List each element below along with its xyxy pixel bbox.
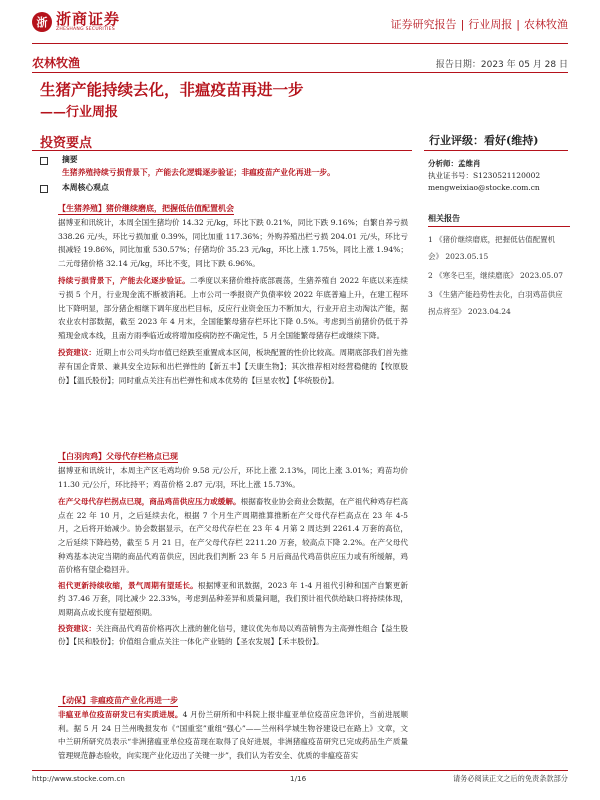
company-name-cn: 浙商证券 [56, 10, 121, 28]
hog-para-2 [58, 274, 408, 342]
invest-divider [32, 150, 412, 151]
bullet-core-view [40, 181, 430, 195]
broiler-para-1: 据博亚和讯统计，本周主产区毛鸡均价 9.58 元/公斤，环比上涨 2.13%，同比上涨 3.01%；鸡苗均价 11.30 元/公斤，环比持平；鸡苗价格 2.87 元/羽，环比上涨 15.73%。 [58, 466, 408, 489]
animal-health-para-1 [58, 708, 408, 762]
hog-para-1: 据博亚和讯统计，本周全国生猪均价 14.32 元/kg，环比下跌 0.21%，同比下跌 9.16%；自繁自养亏损 338.26 元/头，环比亏损加重 0.39%，同比加重 117.36%；外购养殖出栏亏损 204.01 元/头，环比亏损减轻 19.86%，同比加重 530.57%；仔猪均价 35.23 元/kg，环比上涨 1.75%，同比上涨 1.94%；二元母猪价格 32.14 元/kg，环比不变，同比下跌 6.96%。 [58, 218, 408, 268]
sector-label: 农林牧渔 [32, 56, 81, 70]
section-hog [58, 196, 408, 387]
analyst-license: 执业证书号：S1230521120002 [428, 171, 541, 180]
broiler-para-2 [58, 495, 408, 577]
checkbox-square-icon [40, 157, 48, 165]
nav-report: 证券研究报告 [390, 18, 457, 31]
summary-text: 生猪养殖持续亏损背景下，产能去化逻辑逐步验证；非瘟疫苗产业化再进一步。 [62, 168, 335, 177]
broiler-para-2-body: 根据畜牧业协会商业会数据，在产祖代种鸡存栏高点在 22 年 10 月，之后延续去化，根据 7 个月生产周期推算推断在产父母代存栏高点在 23 年 4-5 月，之后将开始减少。协会数据显示，在产父母代存栏在 23 年 4 月第 2 周达到 2261.4 万套的高位，之后延续下降趋势，截至 5 月 21 日，在产父母代存栏 2211.20 万套，较高点下降 2.2%。在产父母代种鸡基本决定当期的商品代鸡苗供应，因此我们判断 23 年 5 月后商品代鸡苗供应压力或有所缓解，鸡苗价格有望企稳回升。 [58, 497, 409, 575]
animal-health-para-1-lead: 非瘟亚单位疫苗研发已有实质进展。 [58, 710, 183, 719]
related-report-3[interactable]: 3 《生猪产能趋势性去化，白羽鸡苗供应拐点将至》 2023.04.24 [428, 290, 563, 316]
report-subtitle: ——行业周报 [40, 105, 119, 120]
report-date: 报告日期：2023 年 05 月 28 日 [435, 60, 568, 70]
analyst-email: mengweixiao@stocke.com.cn [428, 183, 540, 192]
nav-sector: 农林牧渔 [524, 18, 568, 31]
analyst-name: 分析师：孟维肖 [428, 159, 481, 168]
header-divider [32, 43, 568, 44]
report-type-nav: 证券研究报告 | 行业周报 | 农林牧渔 [390, 18, 568, 31]
broiler-para-4 [58, 622, 408, 649]
section-broiler-heading: 【白羽肉鸡】父母代存栏格点已现 [58, 451, 178, 461]
bullet-summary [40, 153, 430, 167]
broiler-para-3-lead: 祖代更新持续收缩，景气周期有望延长。 [58, 580, 198, 590]
company-name-en: ZHESHANG SECURITIES [56, 27, 115, 32]
hog-para-3 [58, 346, 408, 387]
related-divider [428, 226, 570, 227]
hog-para-3-lead: 投资建议： [58, 348, 97, 358]
related-report-2[interactable]: 2 《寒冬已至，继续磨底》 2023.05.07 [428, 271, 563, 280]
section-animal-health-heading: 【动保】非瘟疫苗产业化再进一步 [58, 695, 178, 705]
broiler-para-2-lead: 在产父母代存栏拐点已现，商品鸡苗供应压力或缓解。 [58, 497, 241, 507]
section-animal-health [58, 688, 408, 768]
broiler-para-3-body: 根据博亚和讯数据，2023 年 1-4 月祖代引种和国产自繁更新约 37.46 万套，同比减少 22.33%，考虑到品种差异和质量问题，我们预计祖代供给缺口将持续体现，周期高点或长度有望超预期。 [58, 580, 409, 617]
page-number: 1/16 [290, 774, 307, 783]
core-view-label: 本周核心观点 [62, 183, 109, 192]
page-header [0, 0, 600, 48]
rating-divider [424, 150, 568, 151]
sidebar [428, 158, 570, 320]
report-title: 生猪产能持续去化，非瘟疫苗再进一步 [40, 80, 304, 99]
related-reports-heading: 相关报告 [428, 213, 460, 223]
animal-health-para-1-body: 4 月份兰研所和中科院上报非瘟亚单位疫苗应急评价，当前进展顺利。据 5 月 24 日兰州晚报发布《“国重室”重组“强心”——兰州科学城生物谷建设已在路上》文章，文中兰研所研究员表示“非洲猪瘟亚单位疫苗现在取得了良好进展，非洲猪瘟疫苗研究已完成药品生产质量管理规范静态验收，向实现产业化迈出了关键一步”，我们认为若安全、优质的非瘟疫苗实 [58, 710, 408, 760]
hog-para-2-body: 二季度以来猪价维持底部震荡，生猪养殖自 2022 年底以来连续亏损 5 个月，行业现金流不断被消耗。上市公司一季报资产负债率较 2022 年底普遍上升，在建工程环比下降明显，部分猪企相继下调年度出栏目标，反应行业资金压力不断加大，行业开启主动淘汰产能，据农业农村部数据，截至 2023 年 4 月末，全国能繁母猪存栏环比下降 0.5%。考虑到当前猪价仍低于养殖现金成本线，且南方雨季临近或将增加疫病防控不确定性，5 月全国能繁母猪存栏或继续下降。 [58, 276, 408, 340]
sector-divider [32, 72, 568, 73]
logo-icon: 浙 [32, 12, 52, 32]
summary-label: 摘要 [62, 155, 78, 164]
invest-heading: 投资要点 [40, 136, 93, 151]
section-broiler [58, 444, 408, 649]
broiler-para-4-body: 关注商品代鸡苗价格再次上涨的催化信号，建议优先布局以鸡苗销售为主高弹性组合【益生股份】【民和股份】；价值组合重点关注一体化产业链的【圣农发展】【禾丰股份】。 [58, 623, 408, 647]
hog-para-3-body: 近期上市公司头均市值已经跌至重置成本区间，板块配置的性价比较高。周期底部我们首先推荐有国企背景、兼具安全边际和出栏弹性的【新五丰】【天康生物】；其次推荐相对经营稳健的【牧原股份】【温氏股份】；同时重点关注有出栏弹性和成本优势的【巨星农牧】【华统股份】。 [58, 348, 408, 385]
footer-divider [32, 770, 568, 771]
company-logo [32, 11, 120, 32]
section-hog-heading: 【生猪养殖】猪价继续磨底，把握低估值配置机会 [58, 203, 234, 213]
footer-disclaimer: 请务必阅读正文之后的免责条款部分 [452, 774, 568, 783]
nav-weekly: 行业周报 [468, 18, 513, 31]
checkbox-square-icon [40, 185, 48, 193]
hog-para-2-lead: 持续亏损背景下，产能去化逐步验证。 [58, 276, 190, 286]
industry-rating: 行业评级：看好(维持) [429, 134, 539, 147]
broiler-para-3 [58, 579, 408, 620]
broiler-para-4-lead: 投资建议： [58, 623, 97, 633]
footer-url[interactable]: http://www.stocke.com.cn [32, 774, 125, 783]
related-report-1[interactable]: 1 《猪价继续磨底，把握低估值配置机会》 2023.05.15 [428, 235, 556, 261]
